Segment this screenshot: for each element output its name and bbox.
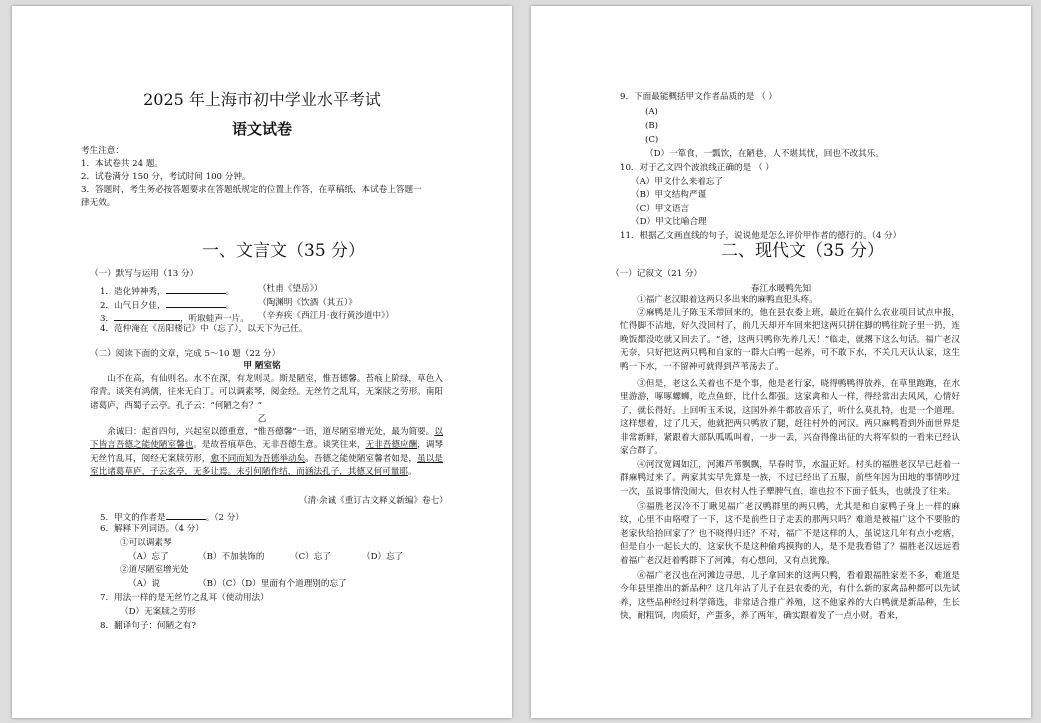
passage-yi: 余诚曰：起首四句，兴起室以德重意，“惟吾德馨”一语，道尽陋室增光处，最为简要。以下皆言吾德之能使陋室馨也。是故苔痕草色，无非吾德生意。谈笑往来，无非吾德应酬，调琴无丝竹乱耳，阅经无案牍劳形，愈不同而知为吾德举动矣。吾德之能使陋室馨者如是，虽以是室比诸葛草庐，子云玄亭，无多让焉。末引何陋作结，而涵法孔子，其德又何可量耶。 xyxy=(90,427,443,478)
answer-blank[interactable] xyxy=(166,284,226,294)
section-1-title: 一、文言文（35 分） xyxy=(202,241,366,261)
passage-yi-title: 乙 xyxy=(257,414,267,424)
question-1-source: （杜甫《望岳》） xyxy=(258,284,323,294)
option-b[interactable]: （B）甲文结构严谨 xyxy=(631,190,707,200)
part-2-heading: （二）阅读下面的文章，完成 5～10 题（22 分） xyxy=(90,349,281,359)
option-d[interactable]: （D）无案牍之劳形 xyxy=(120,607,196,617)
story-paragraph-6: ⑥福广老汉也在河滩边寻思，儿子拿回来的这两只鸭，看着跟福胜家差不多，难道是今年县里推出的新品种？这几年沾了儿子在县农委的光，有什么新的家禽品种都可以先试养，这些品种经过科学筛选，非常适合推广养殖，这不他家养的大白鸭就是新品种，生长快，耐粗饲，肉质好，产蛋多，养了两年，确实跟着发了一点小财。看来， xyxy=(620,571,960,622)
story-paragraph-4: ④河汊宽阔如江，河滩芦苇飘飘，早春时节，水温正好。村头的福胜老汉早已赶着一群麻鸭过来了。两家其实早先算是一族，不过已经出了五服，前些年因为田地的事情吵过一次，虽说事情没闹大，但农村人性子犟脾气直，谁也拉不下面子低头，也就没了往来。 xyxy=(620,460,960,497)
option-a[interactable]: (A) xyxy=(645,107,658,117)
option-a[interactable]: （A）说 xyxy=(128,579,160,589)
exam-page-right xyxy=(531,6,1031,718)
story-paragraph-5: ⑤福胜老汉冷不丁瞅见福广老汉鸭群里的两只鸭，尤其是和自家鸭子身上一样的麻纹，心里不由咯噔了一下，这不是前些日子走丢的那两只吗？难道是被福广这个不要脸的老家伙给拾回家了？也不晓得归还？不对，福广不是这样的人，虽说这几年有点小疙瘩，但是自小一起长大的，这家伙不是这种偷鸡摸狗的人，是不是我看错了？福胜老汉远远看着福广老汉赶着鸭群下了河滩，有心想问，又有点犹豫。 xyxy=(620,502,960,566)
question-3-source: （辛弃疾《西江月·夜行黄沙道中》） xyxy=(258,311,394,321)
part-3-heading: （一）记叙文（21 分） xyxy=(611,269,703,279)
notice-item: 2．试卷满分 150 分，考试时间 100 分钟。 xyxy=(81,172,251,182)
question-1: 1．造化钟神秀， 。 xyxy=(100,284,234,298)
story-paragraph-2: ②麻鸭是儿子陈玉禾带回来的，他在县农委上班，最近在搞什么农业项目试点申报，忙得脚不沾地，好久没回村了，前几天却开车回来把这两只拼住脚的鸭往院子里一扔，连晚饭都没吃就又回去了。“爸，这两只鸭你先养几天！”临走，就撂下这么句话。福广老汉无奈，只好把这两只鸭和自家的一群大白鸭一起养，可不敢下水，不关几天认认家，这生鸭一下水，一不留神可就得到芦苇荡去了。 xyxy=(620,308,960,372)
question-6: 6．解释下列词语。（4 分） xyxy=(100,524,204,534)
passage-jia-title: 甲 陋室铭 xyxy=(243,361,281,371)
section-2-title: 二、现代文（35 分） xyxy=(721,241,885,261)
paper-title: 语文试卷 xyxy=(231,120,292,138)
question-3: 3． ，听取蛙声一片。 xyxy=(100,311,249,325)
exam-page-left xyxy=(12,6,512,718)
notice-item: 律无效。 xyxy=(81,198,116,208)
question-5: 5．甲文的作者是 。（2 分） xyxy=(100,510,244,524)
underlined-sentence: 无非吾德应酬 xyxy=(365,440,418,451)
option-b[interactable]: (B) xyxy=(645,121,659,131)
option-c[interactable]: （C）忘了 xyxy=(290,552,331,562)
passage-jia: 山不在高，有仙则名。水不在深，有龙则灵。斯是陋室，惟吾德馨。苔痕上阶绿，草色入帘青。谈笑有鸿儒，往来无白丁。可以调素琴，阅金经。无丝竹之乱耳，无案牍之劳形。南阳诸葛庐，西蜀子云亭。孔子云：“何陋之有？” xyxy=(90,374,443,411)
option-a[interactable]: （A）忘了 xyxy=(128,552,169,562)
question-9: 9．下面最能概括甲文作者品质的是 （ ） xyxy=(620,92,778,102)
question-6-2: ②道尽陋室增光处 xyxy=(120,565,189,575)
option-d[interactable]: （D）一箪食，一瓢饮，在陋巷，人不堪其忧，回也不改其乐。 xyxy=(645,149,884,159)
option-d[interactable]: （D）甲文比喻合理 xyxy=(631,217,707,227)
question-8: 8．翻译句子：何陋之有? xyxy=(100,621,197,631)
story-title: 春江水暖鸭先知 xyxy=(750,284,812,294)
answer-blank[interactable] xyxy=(166,298,226,308)
underlined-sentence: 虽以是室比诸葛草庐，子云玄亭，无多让焉。末引何陋作结，而涵法孔子，其德又何可量耶 xyxy=(90,453,443,478)
story-paragraph-3: ③但是，老这么关着也不是个事，他是老行家，晓得鸭鸭得放养，在草里跑跑，在水里游游，啄啄螺蛳，吃点鱼虾，比什么都强。这家禽和人一样，得经常出去风风，心情好了，就长得好。上回听玉禾说，这国外养牛都放音乐了，听什么莫扎特，也是一个道理。这样想着，过了几天，他就把两只鸭放了腿，赶往村外的河汉。两只麻鸭看到外面世界是非常新鲜，紧跟着大部队呱呱叫着，一步一丢，兴奋得像出征的大将军似的一看来已经认家合群了。 xyxy=(620,379,960,457)
passage-yi-source: （清·余诚《重订古文释义新编》卷七） xyxy=(299,496,448,506)
notice-item: 3．答题时，考生务必按答题要求在答题纸规定的位置上作答，在草稿纸、本试卷上答题一 xyxy=(81,185,422,195)
underlined-sentence: 以下皆言吾德之能使陋室馨也 xyxy=(90,427,443,451)
answer-blank[interactable] xyxy=(114,311,180,321)
part-1-heading: （一）默写与运用（13 分） xyxy=(90,269,199,279)
question-10: 10．对于乙文四个波浪线正确的是 （ ） xyxy=(620,163,774,173)
option-bcd[interactable]: （B）（C）（D）里面有个道理别的忘了 xyxy=(198,579,347,589)
exam-title: 2025 年上海市初中学业水平考试 xyxy=(143,90,381,109)
underlined-sentence: 愈不同而知为吾德举动矣 xyxy=(210,453,306,464)
option-a[interactable]: （A）甲文什么来着忘了 xyxy=(631,177,724,187)
option-b[interactable]: （B）不加装饰的 xyxy=(198,552,265,562)
notice-title: 考生注意： xyxy=(81,146,124,156)
option-c[interactable]: （C）甲文语言 xyxy=(631,204,690,214)
question-2-source: （陶渊明《饮酒（其五）》 xyxy=(258,298,357,308)
question-6-1: ①可以调素琴 xyxy=(120,538,172,548)
question-11: 11．根据乙文画直线的句子，说说他是怎么评价甲作者的德行的。（4 分） xyxy=(620,231,902,241)
option-d[interactable]: （D）忘了 xyxy=(362,552,404,562)
answer-blank[interactable] xyxy=(166,510,206,520)
option-c[interactable]: (C) xyxy=(645,135,659,145)
story-paragraph-1: ①福广老汉眼着这两只多出来的麻鸭直犯头疼。 xyxy=(637,295,818,305)
notice-item: 1．本试卷共 24 题。 xyxy=(81,159,164,169)
question-2: 2．山气日夕佳， 。 xyxy=(100,298,234,312)
question-7: 7．用法一样的是无丝竹之乱耳（使动用法） xyxy=(100,593,269,603)
question-4: 4．范仲淹在《岳阳楼记》中（忘了），以天下为己任。 xyxy=(100,324,308,334)
